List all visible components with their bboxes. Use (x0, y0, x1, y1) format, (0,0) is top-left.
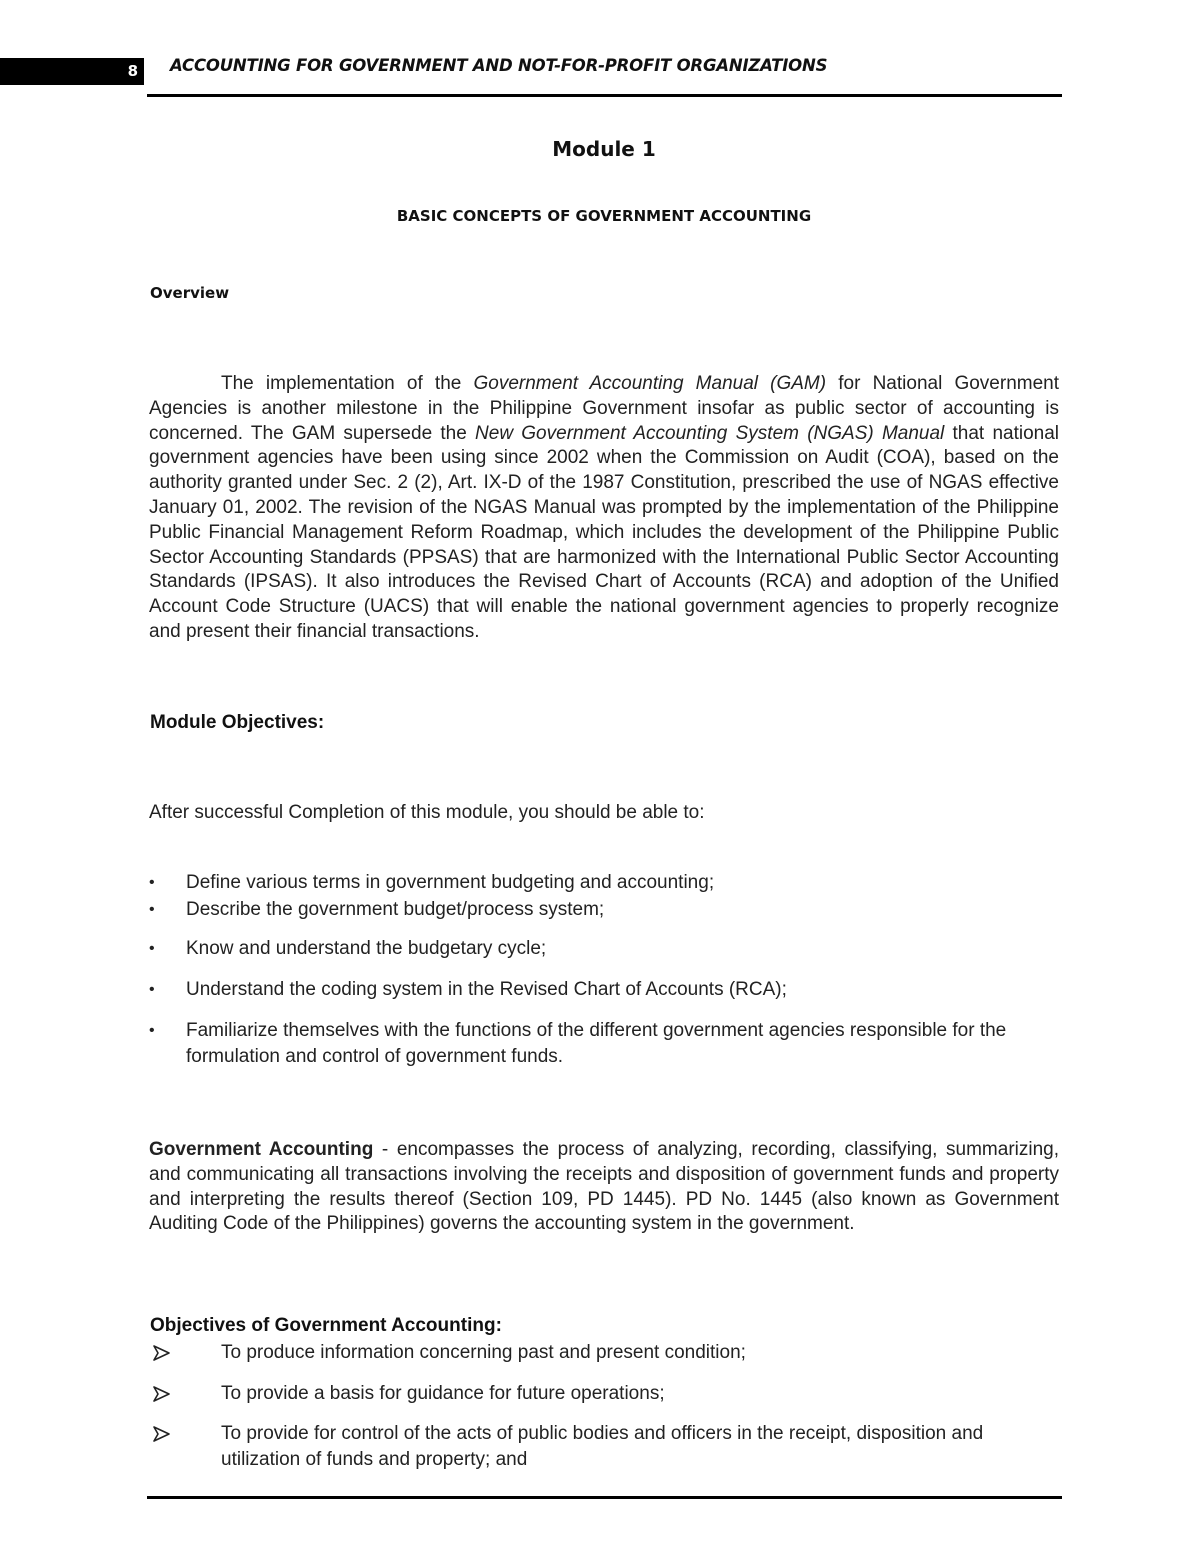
gov-objectives-heading: Objectives of Government Accounting: (150, 1315, 502, 1336)
overview-heading: Overview (150, 284, 230, 302)
gam-term: Government Accounting Manual (GAM) (473, 373, 827, 394)
arrow-bullet-icon (151, 1340, 173, 1366)
bullet-icon: • (149, 901, 155, 918)
objectives-intro: After successful Completion of this module, you should be able to: (149, 802, 705, 823)
ngas-term: New Government Accounting System (NGAS) Manual (475, 422, 945, 444)
module-subtitle: BASIC CONCEPTS OF GOVERNMENT ACCOUNTING (396, 207, 812, 225)
bullet-icon: • (149, 940, 155, 957)
definition-text: - encompasses the process of analyzing, recording, classifying, summarizing, and communicating all transactions involving the receipts and disposition of government funds and property and interpreting the results thereof (Section 109, PD 1445). PD No. 1445 (also known as Government Auditing Code of the Philippines) governs the accounting system in the government. (149, 1139, 1059, 1235)
running-title: ACCOUNTING FOR GOVERNMENT AND NOT-FOR-PROFIT ORGANIZATIONS (170, 56, 828, 75)
definition-term: Government Accounting (149, 1139, 374, 1160)
bullet-icon: • (149, 874, 155, 891)
overview-text-2: for National Government Agencies is another milestone in the Philippine Government insofar as public sector of accounting is concerned. The GAM supersede the (149, 373, 1060, 444)
arrow-bullet-icon (151, 1421, 173, 1447)
overview-text-1: The implementation of the (221, 373, 474, 394)
footer-rule (147, 1496, 1062, 1499)
arrow-bullet-icon (151, 1381, 173, 1407)
page-number: 8 (127, 62, 138, 80)
definition-paragraph (149, 1138, 1059, 1237)
bullet-icon: • (149, 981, 155, 998)
overview-text-3: that national government agencies have been using since 2002 when the Commission on Audit (COA), based on the authority granted under Sec. 2 (2), Art. IX-D of the 1987 Constitution, prescribed the use of NGAS effective January 01, 2002. The revision of the NGAS Manual was prompted by the implementation of the Philippine Public Financial Management Reform Roadmap, which includes the development of the Philippine Public Sector Accounting Standards (PPSAS) that are harmonized with the International Public Sector Accounting Standards (IPSAS). It also introduces the Revised Chart of Accounts (RCA) and adoption of the Unified Account Code Structure (UACS) that will enable the national government agencies to properly recognize and present their financial transactions. (149, 422, 1059, 642)
module-objectives-heading: Module Objectives: (150, 712, 325, 733)
module-title: Module 1 (552, 137, 656, 161)
header-rule (147, 94, 1062, 97)
overview-paragraph (149, 372, 1059, 645)
bullet-icon: • (149, 1022, 155, 1039)
